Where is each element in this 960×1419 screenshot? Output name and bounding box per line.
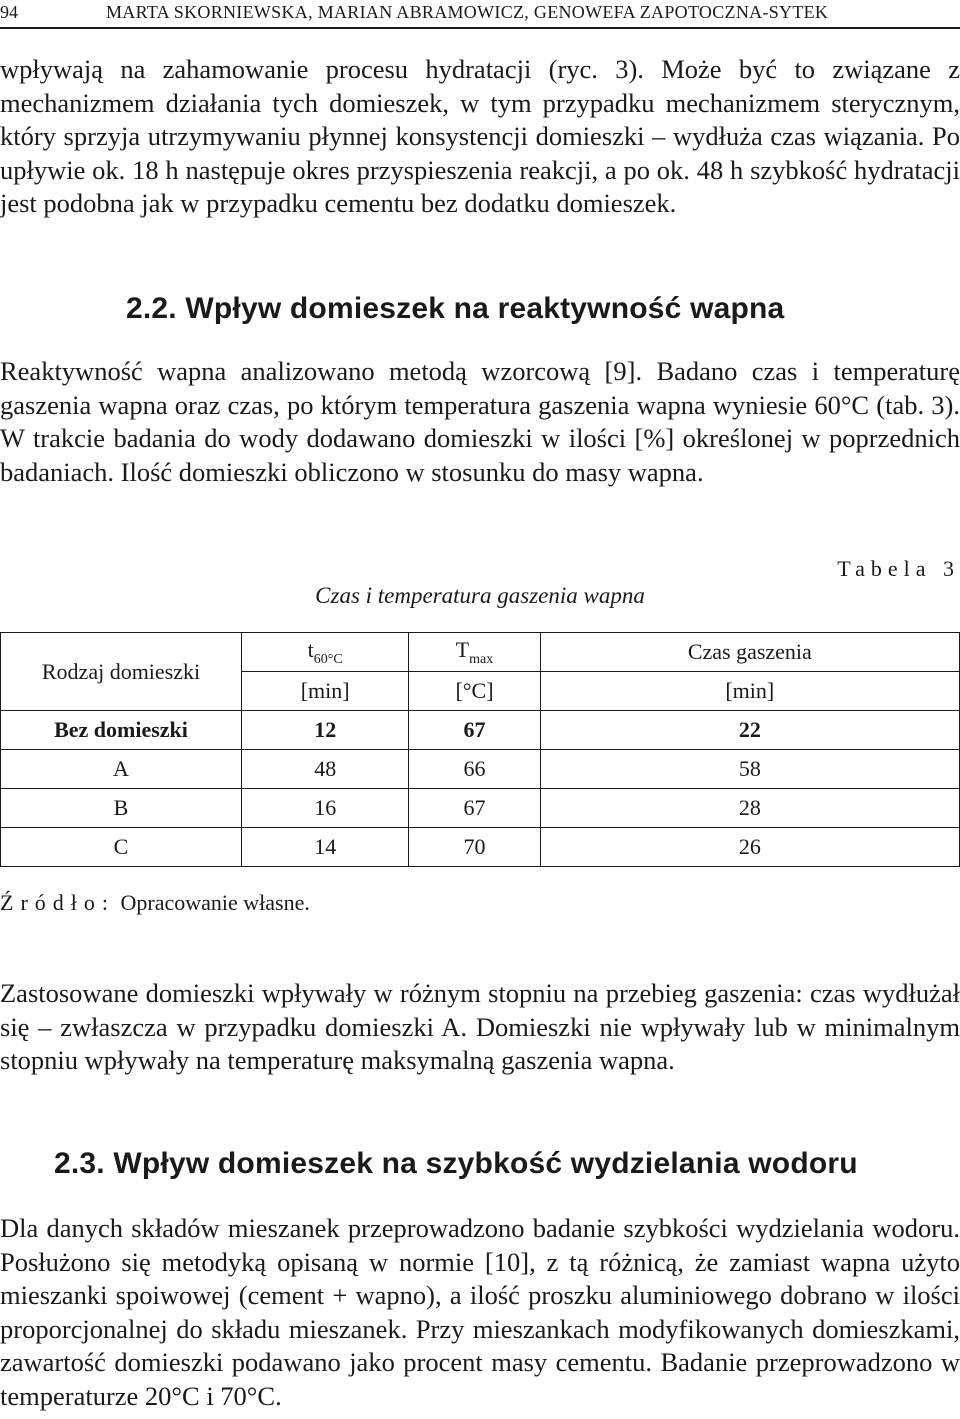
paragraph-3-text: Zastosowane domieszki wpływały w różnym stopniu na przebieg gaszenia: czas wydłużał się – zwłaszcza w przypadku domieszki A. Domieszki nie wpływały lub w minimalnym stopniu wpływały na temperaturę maksymalną gaszenia wapna. bbox=[0, 978, 960, 1075]
table-source bbox=[0, 890, 310, 916]
cell-time: 22 bbox=[540, 711, 959, 750]
cell-t60: 14 bbox=[242, 828, 409, 867]
header-rule bbox=[0, 27, 960, 29]
paragraph-1 bbox=[0, 53, 960, 221]
cell-tmax: 66 bbox=[409, 750, 540, 789]
section-2-3-heading: 2.3. Wpływ domieszek na szybkość wydzielania wodoru bbox=[54, 1147, 858, 1180]
header-additive-type: Rodzaj domieszki bbox=[1, 633, 242, 711]
table-label: Tabela 3 bbox=[837, 556, 960, 581]
header-authors: MARTA SKORNIEWSKA, MARIAN ABRAMOWICZ, GENOWEFA ZAPOTOCZNA-SYTEK bbox=[106, 2, 829, 22]
page-number: 94 bbox=[0, 2, 18, 22]
cell-additive: C bbox=[1, 828, 242, 867]
header-tmax bbox=[409, 633, 540, 672]
table-row bbox=[1, 789, 960, 828]
header-t60-main: t bbox=[307, 636, 314, 662]
cell-tmax: 70 bbox=[409, 828, 540, 867]
header-tmax-main: T bbox=[455, 636, 470, 662]
header-t60-sub: 60°C bbox=[313, 651, 343, 667]
source-label: Źródło: bbox=[0, 890, 115, 915]
paragraph-2 bbox=[0, 355, 960, 489]
unit-tmax: [°C] bbox=[409, 672, 540, 711]
cell-additive: A bbox=[1, 750, 242, 789]
cell-time: 28 bbox=[540, 789, 959, 828]
table-caption: Czas i temperatura gaszenia wapna bbox=[315, 583, 645, 608]
cell-additive: Bez domieszki bbox=[1, 711, 242, 750]
section-2-2-heading: 2.2. Wpływ domieszek na reaktywność wapna bbox=[126, 292, 785, 325]
running-header bbox=[0, 0, 960, 36]
cell-time: 26 bbox=[540, 828, 959, 867]
header-t60 bbox=[242, 633, 409, 672]
cell-t60: 12 bbox=[242, 711, 409, 750]
unit-slaking-time: [min] bbox=[540, 672, 959, 711]
source-text: Opracowanie własne. bbox=[120, 890, 310, 915]
table-row bbox=[1, 828, 960, 867]
table-header-row bbox=[1, 633, 960, 672]
table-row bbox=[1, 711, 960, 750]
paragraph-1-text: wpływają na zahamowanie procesu hydratacji (ryc. 3). Może być to związane z mechanizmem działania tych domieszek, w tym przypadku mechanizmem sterycznym, który sprzyja utrzymywaniu płynnej konsystencji domieszki – wydłuża czas wiązania. Po upływie ok. 18 h następuje okres przyspieszenia reakcji, a po ok. 48 h szybkość hydratacji jest podobna jak w przypadku cementu bez dodatku domieszek. bbox=[0, 54, 960, 218]
header-slaking-time: Czas gaszenia bbox=[540, 633, 959, 672]
paragraph-3 bbox=[0, 977, 960, 1078]
cell-additive: B bbox=[1, 789, 242, 828]
cell-tmax: 67 bbox=[409, 789, 540, 828]
table-row bbox=[1, 750, 960, 789]
unit-t60: [min] bbox=[242, 672, 409, 711]
cell-t60: 48 bbox=[242, 750, 409, 789]
cell-t60: 16 bbox=[242, 789, 409, 828]
cell-tmax: 67 bbox=[409, 711, 540, 750]
header-tmax-sub: max bbox=[469, 651, 494, 667]
paragraph-4 bbox=[0, 1212, 960, 1413]
paragraph-2-text: Reaktywność wapna analizowano metodą wzorcową [9]. Badano czas i temperaturę gaszenia wapna oraz czas, po którym temperatura gaszenia wapna wyniesie 60°C (tab. 3). W trakcie badania do wody dodawano domieszki w ilości [%] określonej w poprzednich badaniach. Ilość domieszki obliczono w stosunku do masy wapna. bbox=[0, 356, 960, 487]
lime-slaking-table bbox=[0, 632, 960, 867]
paragraph-4-text: Dla danych składów mieszanek przeprowadzono badanie szybkości wydzielania wodoru. Posłużono się metodyką opisaną w normie [10], z tą różnicą, że zamiast wapna użyto mieszanki spoiwowej (cement + wapno), a ilość proszku aluminiowego dobrano w ilości proporcjonalnej do składu mieszanek. Przy mieszankach modyfikowanych domieszkami, zawartość domieszki podawano jako procent masy cementu. Badanie przeprowadzono w temperaturze 20°C i 70°C. bbox=[0, 1213, 960, 1411]
cell-time: 58 bbox=[540, 750, 959, 789]
